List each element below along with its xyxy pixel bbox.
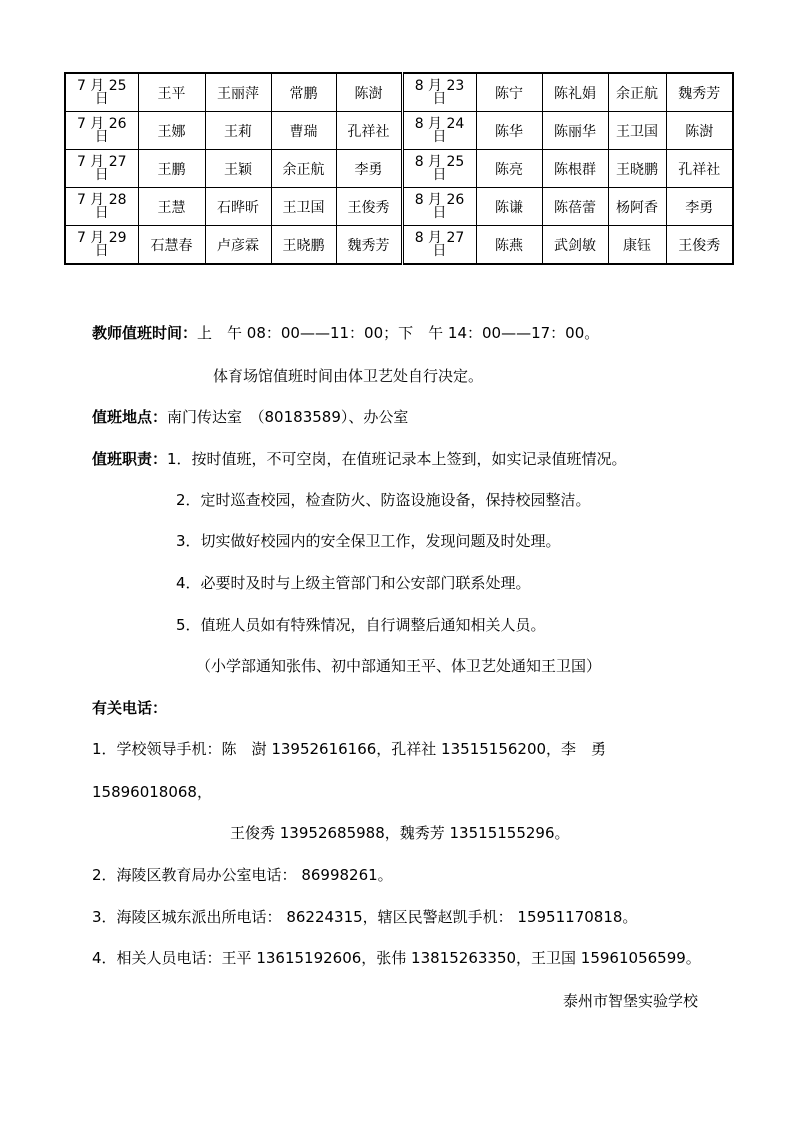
schedule-person-cell: 王鹏 <box>138 150 205 188</box>
duty-item: 1．按时值班，不可空岗，在值班记录本上签到，如实记录值班情况。 <box>167 450 627 468</box>
schedule-date-month-day: 8 月 25 <box>414 153 465 170</box>
schedule-row <box>65 73 733 112</box>
schedule-date-month-day: 8 月 27 <box>414 229 465 246</box>
duty-time-note: 体育场馆值班时间由体卫艺处自行决定。 <box>213 367 484 385</box>
schedule-date-day-suffix: 日 <box>432 166 447 183</box>
schedule-date-cell <box>402 112 476 150</box>
duties-line-1 <box>92 448 627 469</box>
schedule-person-cell: 王颖 <box>205 150 271 188</box>
phone-line-1: 1．学校领导手机：陈 澍 13952616166，孔祥社 13515156200，李 勇 <box>92 740 607 758</box>
schedule-person-cell: 魏秀芳 <box>336 226 402 265</box>
duty-schedule-table <box>64 72 734 265</box>
schedule-person-cell: 陈燕 <box>476 226 542 265</box>
schedule-date-day-suffix: 日 <box>94 242 109 259</box>
schedule-person-cell: 余正航 <box>271 150 336 188</box>
phone-line-3: 3．海陵区城东派出所电话： 86224315，辖区民警赵凯手机： 15951170818。 <box>92 908 638 926</box>
schedule-person-cell: 孔祥社 <box>666 150 733 188</box>
schedule-date-day-suffix: 日 <box>432 242 447 259</box>
schedule-person-cell: 余正航 <box>608 73 666 112</box>
schedule-person-cell: 李勇 <box>336 150 402 188</box>
schedule-person-cell: 孔祥社 <box>336 112 402 150</box>
phone-line-1c: 王俊秀 13952685988，魏秀芳 13515155296。 <box>230 824 570 842</box>
signature: 泰州市智堡实验学校 <box>563 992 699 1010</box>
schedule-date-cell <box>65 112 138 150</box>
schedule-date-month-day: 7 月 29 <box>76 229 127 246</box>
schedule-person-cell: 王丽萍 <box>205 73 271 112</box>
schedule-date-cell <box>402 73 476 112</box>
schedule-row <box>65 150 733 188</box>
duties-label: 值班职责： <box>92 450 168 468</box>
schedule-person-cell: 魏秀芳 <box>666 73 733 112</box>
schedule-person-cell: 常鹏 <box>271 73 336 112</box>
location-line <box>92 406 408 427</box>
schedule-person-cell: 石慧春 <box>138 226 205 265</box>
phone-line-2: 2．海陵区教育局办公室电话： 86998261。 <box>92 866 393 884</box>
schedule-date-day-suffix: 日 <box>432 204 447 221</box>
schedule-person-cell: 陈谦 <box>476 188 542 226</box>
schedule-person-cell: 陈华 <box>476 112 542 150</box>
schedule-person-cell: 陈丽华 <box>542 112 608 150</box>
schedule-person-cell: 陈亮 <box>476 150 542 188</box>
schedule-person-cell: 王俊秀 <box>666 226 733 265</box>
schedule-person-cell: 曹瑞 <box>271 112 336 150</box>
schedule-person-cell: 陈澍 <box>666 112 733 150</box>
phone-line-1b: 15896018068， <box>92 783 212 801</box>
schedule-person-cell: 康钰 <box>608 226 666 265</box>
schedule-date-month-day: 8 月 23 <box>414 77 465 94</box>
schedule-date-cell <box>402 226 476 265</box>
phone-line-4: 4．相关人员电话：王平 13615192606，张伟 13815263350，王卫国 15961056599。 <box>92 949 701 967</box>
schedule-date-day-suffix: 日 <box>94 128 109 145</box>
schedule-date-month-day: 7 月 28 <box>76 191 127 208</box>
schedule-person-cell: 王卫国 <box>271 188 336 226</box>
schedule-person-cell: 杨阿香 <box>608 188 666 226</box>
schedule-person-cell: 王晓鹏 <box>271 226 336 265</box>
schedule-date-cell <box>65 73 138 112</box>
schedule-date-month-day: 8 月 24 <box>414 115 465 132</box>
schedule-row <box>65 112 733 150</box>
schedule-person-cell: 武剑敏 <box>542 226 608 265</box>
schedule-date-cell <box>402 188 476 226</box>
schedule-person-cell: 陈根群 <box>542 150 608 188</box>
location-text: 南门传达室 （80183589）、办公室 <box>167 408 409 426</box>
schedule-date-day-suffix: 日 <box>94 204 109 221</box>
schedule-date-month-day: 7 月 27 <box>76 153 127 170</box>
duties-note: （小学部通知张伟、初中部通知王平、体卫艺处通知王卫国） <box>196 657 602 675</box>
schedule-date-month-day: 7 月 26 <box>76 115 127 132</box>
schedule-date-day-suffix: 日 <box>432 128 447 145</box>
schedule-person-cell: 王俊秀 <box>336 188 402 226</box>
phones-label: 有关电话： <box>92 699 168 717</box>
schedule-person-cell: 卢彦霖 <box>205 226 271 265</box>
schedule-row <box>65 188 733 226</box>
schedule-person-cell: 王慧 <box>138 188 205 226</box>
schedule-person-cell: 王晓鹏 <box>608 150 666 188</box>
schedule-person-cell: 陈宁 <box>476 73 542 112</box>
schedule-person-cell: 王娜 <box>138 112 205 150</box>
schedule-person-cell: 陈蓓蕾 <box>542 188 608 226</box>
schedule-date-month-day: 8 月 26 <box>414 191 465 208</box>
schedule-date-cell <box>65 226 138 265</box>
duty-item: 3．切实做好校园内的安全保卫工作，发现问题及时处理。 <box>176 532 561 550</box>
duty-time-text: 上 午 08：00——11：00；下 午 14：00——17：00。 <box>197 324 600 342</box>
duty-item: 5．值班人员如有特殊情况，自行调整后通知相关人员。 <box>176 616 546 634</box>
duty-time-label: 教师值班时间： <box>92 324 198 342</box>
schedule-date-month-day: 7 月 25 <box>76 77 127 94</box>
duty-item: 2．定时巡查校园，检查防火、防盗设施设备，保持校园整洁。 <box>176 491 591 509</box>
schedule-row <box>65 226 733 265</box>
schedule-date-day-suffix: 日 <box>94 90 109 107</box>
schedule-person-cell: 陈礼娟 <box>542 73 608 112</box>
schedule-person-cell: 陈澍 <box>336 73 402 112</box>
schedule-date-cell <box>402 150 476 188</box>
schedule-date-cell <box>65 150 138 188</box>
schedule-person-cell: 王莉 <box>205 112 271 150</box>
schedule-date-cell <box>65 188 138 226</box>
schedule-date-day-suffix: 日 <box>94 166 109 183</box>
schedule-person-cell: 王平 <box>138 73 205 112</box>
schedule-person-cell: 石晔昕 <box>205 188 271 226</box>
duty-item: 4．必要时及时与上级主管部门和公安部门联系处理。 <box>176 574 531 592</box>
schedule-person-cell: 李勇 <box>666 188 733 226</box>
schedule-date-day-suffix: 日 <box>432 90 447 107</box>
duty-time-line <box>92 322 599 343</box>
location-label: 值班地点： <box>92 408 168 426</box>
schedule-person-cell: 王卫国 <box>608 112 666 150</box>
